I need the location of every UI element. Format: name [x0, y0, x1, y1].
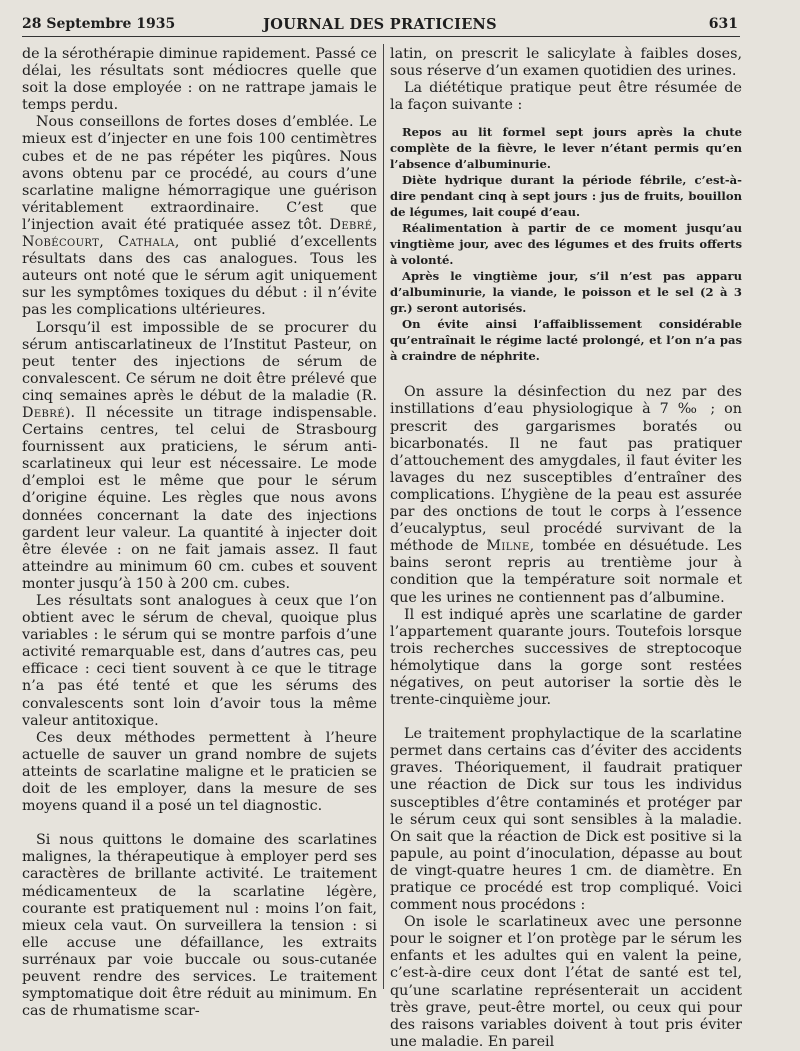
paragraph: Les résultats sont analogues à ceux que l’on obtient avec le sérum de cheval, quoique plus variables : le sérum qui se montre parfois d’une activité remarquable est, dans d’autres cas, peu efficace : ceci tient souvent à ce que le titrage n’a pas été tenté et que les sérums des convalescents sont loin d’avoir tous la même valeur antitoxique.: [22, 593, 377, 729]
left-column: [22, 46, 377, 1020]
diet-item: Après le vingtième jour, s’il n’est pas apparu d’albuminurie, la viande, le poisson et le sel (2 à 3 gr.) seront autorisés.: [390, 269, 742, 316]
diet-item: Diète hydrique durant la période fébrile, c’est-à-dire pendant cinq à sept jours : jus de fruits, bouillon de légumes, lait coupé d’eau.: [390, 173, 742, 220]
text-run: Nous conseillons de fortes doses d’emblée. Le mieux est d’injecter en une fois 100 centimètres cubes et de ne pas répéter les piqûres. Nous avons obtenu par ce procédé, au cours d’une scarlatine maligne hémorragique une guérison véritablement extraordinaire. C’est que l’injection avait été pratiquée assez tôt.: [22, 114, 377, 233]
author-name: Debré: [22, 404, 65, 421]
paragraph: [22, 114, 377, 319]
author-name: Milne: [486, 538, 530, 555]
text-run: , ont publié d’excellents résultats dans des cas analogues. Tous les auteurs ont noté que le sérum agit uniquement sur les symptômes toxiques du début : il n’évite pas les complications ultérieures.: [22, 234, 377, 319]
diet-item: Repos au lit formel sept jours après la chute complète de la fièvre, le lever n’étant permis qu’en l’absence d’albuminurie.: [390, 125, 742, 172]
right-column: [390, 46, 742, 1051]
author-name: Debré: [329, 216, 373, 233]
diet-list: [390, 124, 742, 364]
text-run: Lorsqu’il est impossible de se procurer du sérum antiscarlatineux de l’Institut Pasteur, on peut tenter des injections de sérum de convalescent. Ce sérum ne doit être prélevé que cinq semaines après le début de la maladie (R.: [22, 319, 377, 404]
text-run: On assure la désinfection du nez par des instillations d’eau physiologique à 7 ‰ ; on prescrit des gargarismes boratés ou bicarbonatés. Il ne faut pas pratiquer d’attouchement des amygdales, il faut éviter les lavages du nez susceptibles d’entraîner des complications. L’hygiène de la peau est assurée par des onctions de tout le corps à l’essence d’eucalyptus, seul procédé survivant de la méthode de: [390, 384, 742, 555]
column-divider: [383, 44, 384, 989]
text-run: ,: [99, 234, 118, 251]
paragraph: On isole le scarlatineux avec une personne pour le soigner et l’on protège par le sérum les enfants et les adultes qui en valent la peine, c’est-à-dire ceux dont l’état de santé est tel, qu’une scarlatine représenterait un accident très grave, peut-être mortel, ou ceux qui pour des raisons variables doivent à tout pris éviter une maladie. En pareil: [390, 914, 742, 1050]
text-run: ,: [372, 216, 377, 233]
paragraph: La diététique pratique peut être résumée de la façon suivante :: [390, 80, 742, 114]
running-header: [22, 12, 738, 36]
header-date: 28 Septembre 1935: [22, 16, 176, 32]
paragraph: Il est indiqué après une scarlatine de garder l’appartement quarante jours. Toutefois lorsque trois recherches successives de streptocoque hémolytique dans la gorge sont restées négatives, on peut autoriser la sortie dès le trente-cinquième jour.: [390, 606, 742, 709]
text-run: ). Il nécessite un titrage indispensable. Certains centres, tel celui de Strasbourg fournissent aux praticiens, le sérum anti-scarlatineux qui leur est nécessaire. Le mode d’emploi est le même que pour le sérum d’origine équine. Les règles que nous avons données concernant la date des injections gardent leur valeur. La quantité à injecter doit être élevée : on ne fait jamais assez. Il faut atteindre au minimum 60 cm. cubes et souvent monter jusqu’à 150 à 200 cm. cubes.: [22, 404, 377, 592]
header-rule: [22, 36, 740, 37]
paragraph: [390, 384, 742, 606]
diet-item: Réalimentation à partir de ce moment jusqu’au vingtième jour, avec des légumes et des fruits offerts à volonté.: [390, 221, 742, 268]
page-number: 631: [708, 16, 738, 32]
journal-title: JOURNAL DES PRATICIENS: [263, 16, 497, 33]
paragraph: [22, 320, 377, 594]
paragraph: latin, on prescrit le salicylate à faibles doses, sous réserve d’un examen quotidien des urines.: [390, 46, 742, 80]
author-name: Nobécourt: [22, 234, 100, 251]
paragraph: de la sérothérapie diminue rapidement. Passé ce délai, les résultats sont médiocres quelle que soit la dose employée : on ne rattrape jamais le temps perdu.: [22, 46, 377, 114]
author-name: Cathala: [117, 234, 175, 251]
text-run: , tombée en désuétude. Les bains seront repris au trentième jour à condition que la température soit normale et que les urines ne contiennent pas d’albumine.: [390, 538, 742, 606]
paragraph: Le traitement prophylactique de la scarlatine permet dans certains cas d’éviter des accidents graves. Théoriquement, il faudrait pratiquer une réaction de Dick sur tous les individus susceptibles d’être contaminés et protéger par le sérum ceux qui sont sensibles à la maladie. On sait que la réaction de Dick est positive si la papule, au point d’inoculation, dépasse au bout de vingt-quatre heures 1 cm. de diamètre. En pratique ce procédé est trop compliqué. Voici comment nous procédons :: [390, 726, 742, 914]
paragraph: Si nous quittons le domaine des scarlatines malignes, la thérapeutique à employer perd ses caractères de brillante activité. Le traitement médicamenteux de la scarlatine légère, courante est pratiquement nul : moins l’on fait, mieux cela vaut. On surveillera la tension : si elle accuse une défaillance, les extraits surrénaux par voie buccale ou sous-cutanée peuvent rendre des services. Le traitement symptomatique doit être réduit au minimum. En cas de rhumatisme scar-: [22, 832, 377, 1020]
diet-item: On évite ainsi l’affaiblissement considérable qu’entraînait le régime lacté prolongé, et l’on n’a pas à craindre de néphrite.: [390, 317, 742, 364]
paragraph: Ces deux méthodes permettent à l’heure actuelle de sauver un grand nombre de sujets atteints de scarlatine maligne et le praticien se doit de les employer, dans la mesure de ses moyens quand il a posé un tel diagnostic.: [22, 729, 377, 815]
